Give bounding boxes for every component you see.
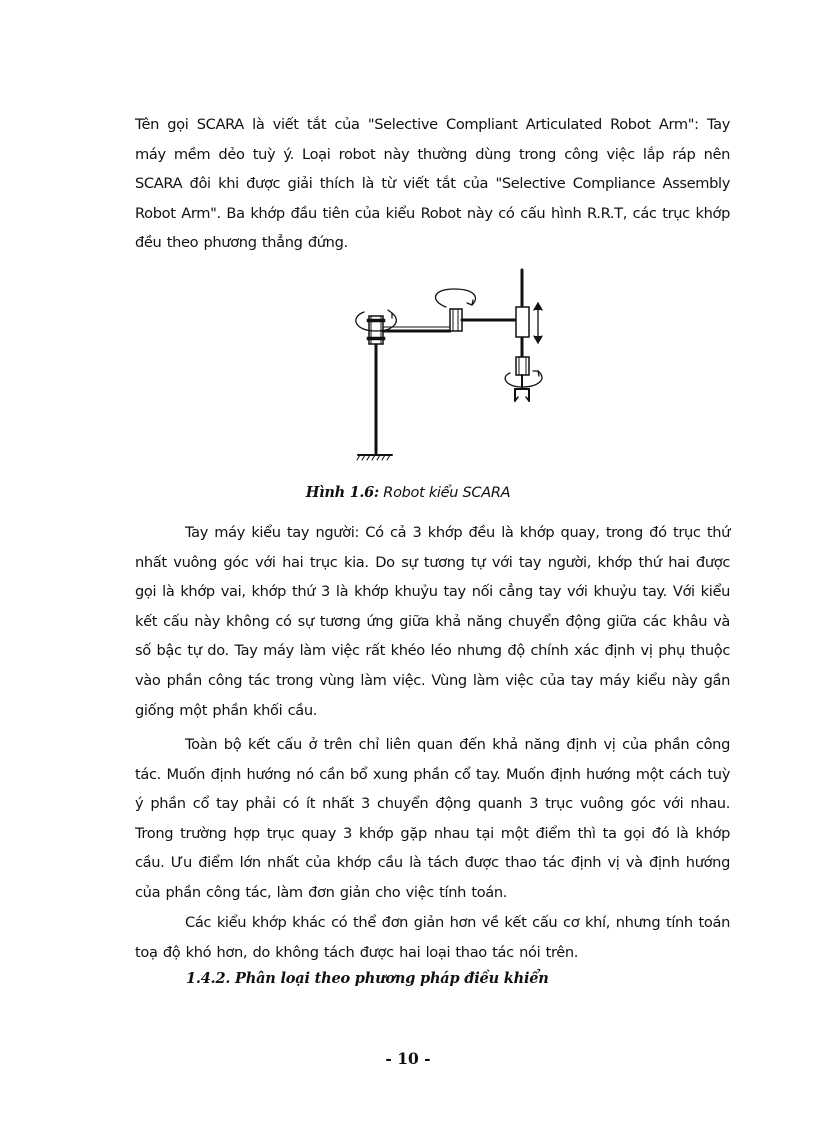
wrist-joint [516,357,529,375]
page-number: - 10 - [385,1049,431,1068]
figure-caption-text: Robot kiểu SCARA [379,485,511,501]
scara-robot-figure [340,265,570,470]
joint-2-housing [450,309,462,331]
section-heading: 1.4.2. Phân loại theo phương pháp điều khiển [186,970,549,987]
paragraph-other-joints: Các kiểu khớp khác có thể đơn giản hơn về kết cấu cơ khí, nhưng tính toán toạ độ khó hơn, do không tách được hai loại thao tác nói trên. [135,914,730,961]
paragraph-scara-intro: Tên gọi SCARA là viết tắt của "Selective Compliant Articulated Robot Arm": Tay máy mềm dẻo tuỳ ý. Loại robot này thường dùng trong công việc lắp ráp nên SCARA đôi khi được giải thích là từ viết tắt của "Selective Compliance Assembly Robot Arm". Ba khớp đầu tiên của kiểu Robot này có cấu hình R.R.T, các trục khớp đều theo phương thẳng đứng. [135,116,730,252]
paragraph-human-arm: Tay máy kiểu tay người: Có cả 3 khớp đều là khớp quay, trong đó trục thứ nhất vuông góc với hai trục kia. Do sự tương tự với tay người, khớp thứ hai được gọi là khớp vai, khớp thứ 3 là khớp khuỷu tay nối cẳng tay với khuỷu tay. Với kiểu kết cấu này không có sự tương ứng giữa khả năng chuyển động giữa các khâu và số bậc tự do. Tay máy làm việc rất khéo léo nhưng độ chính xác định vị phụ thuộc vào phần công tác trong vùng làm việc. Vùng làm việc của tay máy kiểu này gần giống một phần khối cầu. [135,524,730,719]
scara-robot-diagram [340,265,570,470]
figure-caption [0,484,816,501]
figure-caption-label: Hình 1.6: [305,484,379,501]
paragraph-wrist: Toàn bộ kết cấu ở trên chỉ liên quan đến khả năng định vị của phần công tác. Muốn định hướng nó cần bổ xung phần cổ tay. Muốn định hướng một cách tuỳ ý phần cổ tay phải có ít nhất 3 chuyển động quanh 3 trục vuông góc với nhau. Trong trường hợp trục quay 3 khớp gặp nhau tại một điểm thì ta gọi đó là khớp cầu. Ưu điểm lớn nhất của khớp cầu là tách được thao tác định vị và định hướng của phần công tác, làm đơn giản cho việc tính toán. [135,736,730,901]
prismatic-joint [516,307,529,337]
